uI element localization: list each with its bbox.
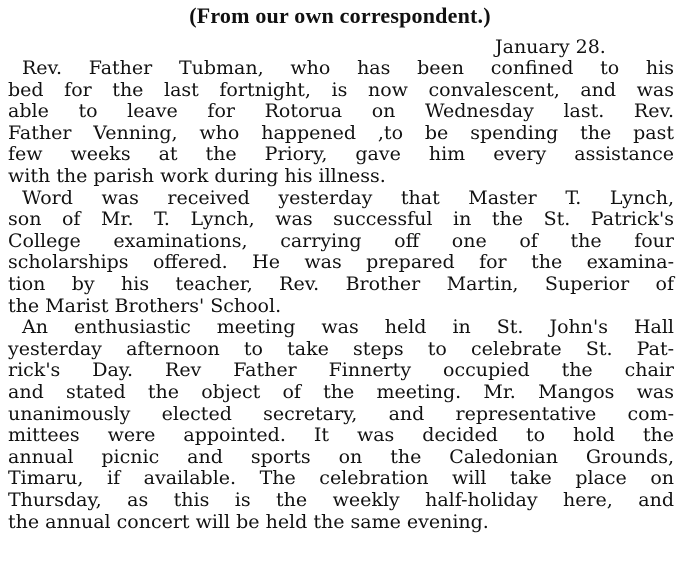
article-line: able to leave for Rotorua on Wednesday last. Rev. (8, 100, 674, 123)
article-line: Father Venning, who happened ,to be spending the past (8, 121, 674, 144)
article-line: the Marist Brothers' School. (8, 294, 282, 317)
article-line: An enthusiastic meeting was held in St. John's Hall (22, 316, 674, 339)
article-line: few weeks at the Priory, gave him every assistance (8, 143, 674, 166)
article-line: the annual concert will be held the same evening. (8, 510, 489, 533)
article-line: annual picnic and sports on the Caledonian Grounds, (8, 445, 674, 468)
article-line: rick's Day. Rev Father Finnerty occupied the chair (8, 359, 674, 382)
article-line: scholarships offered. He was prepared for the examina- (8, 251, 674, 274)
article-line: unanimously elected secretary, and representative com- (8, 402, 674, 425)
article-line: College examinations, carrying off one of the four (8, 229, 674, 252)
article-heading: (From our own correspondent.) (189, 3, 491, 28)
article-dateline: January 28. (495, 36, 606, 58)
article-line: yesterday afternoon to take steps to celebrate St. Pat- (8, 337, 674, 360)
article-line: mittees were appointed. It was decided to hold the (8, 424, 674, 447)
article-line: with the parish work during his illness. (8, 165, 386, 187)
article-line: bed for the last fortnight, is now convalescent, and was (8, 78, 674, 101)
article-line: Rev. Father Tubman, who has been confined to his (22, 57, 674, 79)
article-line: son of Mr. T. Lynch, was successful in the St. Patrick's (8, 208, 674, 231)
article-line: Thursday, as this is the weekly half-holiday here, and (8, 489, 674, 511)
article-line: Word was received yesterday that Master T. Lynch, (22, 186, 674, 209)
article-line: tion by his teacher, Rev. Brother Martin, Superior of (8, 273, 674, 295)
article-line: Timaru, if available. The celebration will take place on (8, 467, 674, 490)
article-line: and stated the object of the meeting. Mr. Mangos was (8, 381, 674, 403)
